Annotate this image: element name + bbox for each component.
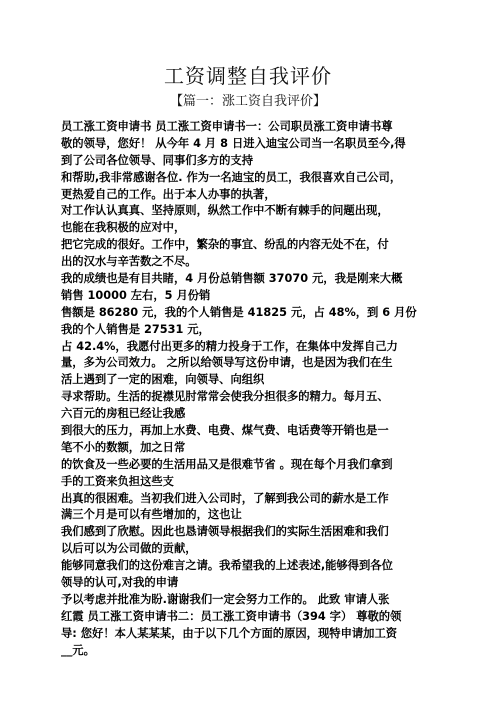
body-line: 敬的领导，您好！ 从今年 4 月 8 日进入迪宝公司当一名职员至今,得 xyxy=(61,136,406,150)
body-line: 销售 10000 左右，5 月份销 xyxy=(61,288,211,302)
body-line: 量，多为公司效力。 之所以给领导写这份申请，也是因为我们在生 xyxy=(61,356,393,370)
body-line: 到了公司各位领导、同事们多方的支持 xyxy=(61,153,254,167)
document-title: 工资调整自我评价 xyxy=(164,64,332,88)
body-line: 我的成绩也是有目共睹，4 月份总销售额 37070 元，我是刚来大概 xyxy=(61,272,403,286)
body-line: 以后可以为公司做的贡献， xyxy=(61,542,197,556)
body-line: 和帮助,我非常感谢各位. 作为一名迪宝的员工，我很喜欢自己公司， xyxy=(61,170,402,184)
body-line: 导: 您好！本人某某某，由于以下几个方面的原因，现特申请加工资 xyxy=(61,626,398,640)
body-line: 我们感到了欣慰。因此也恳请领导根据我们的实际生活困难和我们 xyxy=(61,525,389,539)
body-line: 红霞 员工涨工资申请书二：员工涨工资申请书（394 字） 尊敬的领 xyxy=(61,609,402,623)
document-body xyxy=(61,119,451,660)
body-line: 领导的认可,对我的申请 xyxy=(61,576,179,590)
body-line: 六百元的房租已经让我感 xyxy=(61,407,186,421)
body-line: 出的汉水与辛苦数之不尽。 xyxy=(61,255,197,269)
body-line: 也能在我积极的应对中， xyxy=(61,221,186,235)
body-line: 占 42.4%，我愿付出更多的精力投身于工作，在集体中发挥自己力 xyxy=(61,339,398,353)
body-line: 售额是 86280 元，我的个人销售是 41825 元，占 48%，到 6 月份 xyxy=(61,305,417,319)
body-line: 我的个人销售是 27531 元， xyxy=(61,322,210,336)
body-line: 出真的很困难。当初我们进入公司时，了解到我公司的薪水是工作 xyxy=(61,491,389,505)
body-line: 予以考虑并批准为盼.谢谢我们一定会努力工作的。 此致 审请人张 xyxy=(61,592,390,606)
body-line: 把它完成的很好。工作中，繁杂的事宜、纷乱的内容无处不在，付 xyxy=(61,238,389,252)
body-line: 到很大的压力，再加上水费、电费、煤气费、电话费等开销也是一 xyxy=(61,424,389,438)
body-line: 满三个月是可以有些增加的，这也让 xyxy=(61,508,242,522)
body-line: 对工作认认真真、坚持原则，纵然工作中不断有棘手的问题出现， xyxy=(61,204,389,218)
body-line: 的饮食及一些必要的生活用品又是很难节省 。现在每个月我们拿到 xyxy=(61,457,393,471)
body-line: 活上遇到了一定的困难，向领导、向组织 xyxy=(61,373,265,387)
document-subtitle: 【篇一：涨工资自我评价】 xyxy=(169,94,326,109)
body-line: __元。 xyxy=(61,643,95,657)
body-line: 笔不小的数额，加之日常 xyxy=(61,440,186,454)
body-line: 员工涨工资申请书 员工涨工资申请书一：公司职员涨工资申请书尊 xyxy=(61,120,393,133)
body-line: 能够同意我们的这份难言之请。我希望我的上述表述,能够得到各位 xyxy=(61,559,393,573)
body-line: 寻求帮助。生活的捉襟见肘常常会使我分担很多的精力。每月五、 xyxy=(61,390,389,404)
body-line: 手的工资来负担这些支 xyxy=(61,474,174,488)
body-line: 更热爱自己的工作。出于本人办事的执著， xyxy=(61,187,276,201)
